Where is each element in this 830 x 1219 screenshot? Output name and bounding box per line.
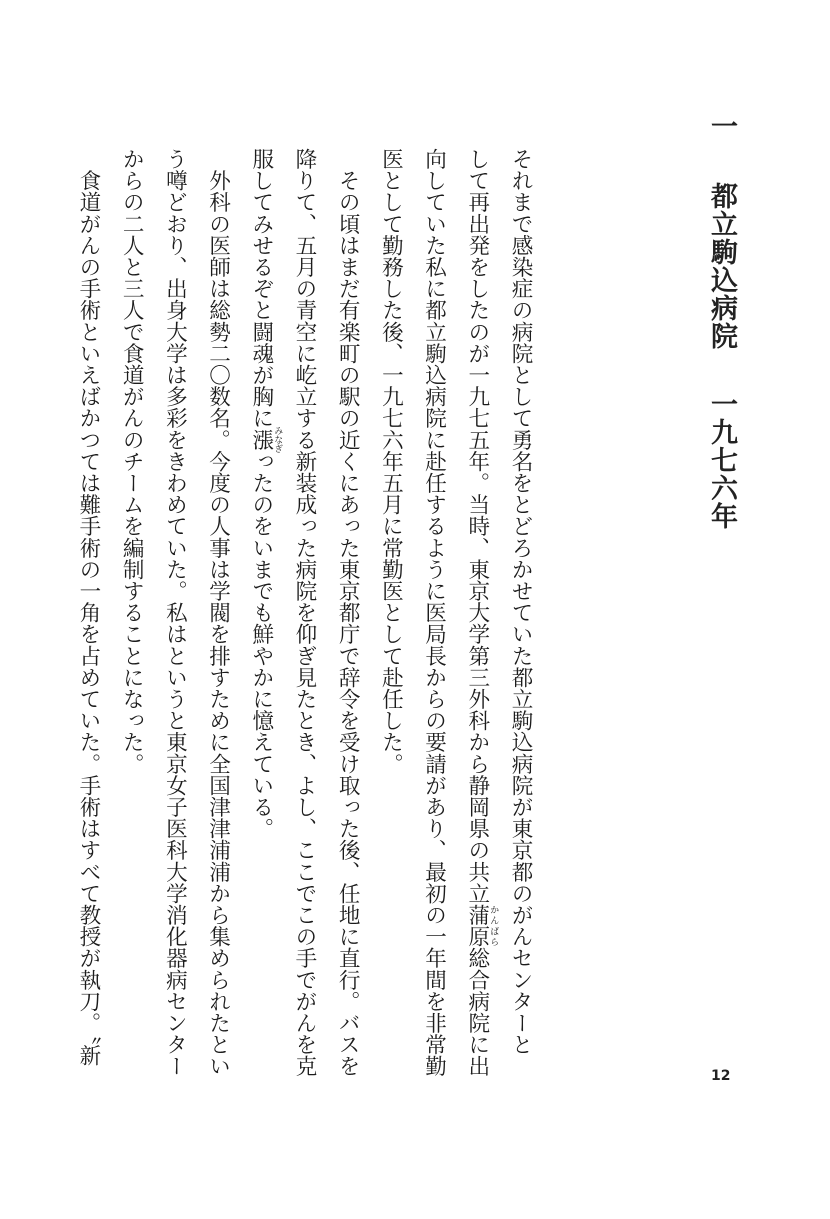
text-column-1: それまで感染症の病院として勇名をとどろかせていた都立駒込病院が東京都のがんセンターと [508,148,533,1056]
chapter-year: 一九七六年 [706,390,737,530]
text-column-2: して再出発をしたのが一九七五年。当時、東京大学第三外科から静岡県の共立蒲原かんばら総合病院に出 [464,148,499,1077]
text-column-7: 服してみせるぞと闘魂が胸に漲みなぎったのをいまでも鮮やかに憶えている。 [248,148,283,840]
text-column-3: 向していた私に都立駒込病院に赴任するように医局長からの要請があり、最初の一年間を非常勤 [421,148,447,1077]
text-column-11: 食道がんの手術といえばかつては難手術の一角を占めていた。手術はすべて教授が執刀。〝新 [75,169,101,1067]
text-column-4: 医として勤務した後、一九七六年五月に常勤医として赴任した。 [378,148,404,775]
text-column-8: 外科の医師は総勢二〇数名。今度の人事は学閥を排すために全国津津浦浦から集められたとい [205,169,231,1077]
ruby-kanbara: 蒲原かんばら [464,904,499,948]
ruby-minagi: 漲みなぎ [248,426,283,454]
text-column-6: 降りて、五月の青空に屹立する新装成った病院を仰ぎ見たとき、よし、ここでこの手でがんを克 [291,148,317,1077]
body-text [67,148,542,1077]
chapter-heading [701,112,741,530]
text-column-9: う噂どおり、出身大学は多彩をきわめていた。私はというと東京女子医科大学消化器病センター [162,148,188,1077]
page-number: 12 [711,1068,731,1084]
chapter-title: 都立駒込病院 [706,182,737,350]
chapter-number: 一 [706,112,737,140]
text-column-10: からの二人と三人で食道がんのチームを編制することになった。 [119,148,145,775]
text-column-5: その頃はまだ有楽町の駅の近くにあった東京都庁で辞令を受け取った後、任地に直行。バスを [335,169,361,1077]
